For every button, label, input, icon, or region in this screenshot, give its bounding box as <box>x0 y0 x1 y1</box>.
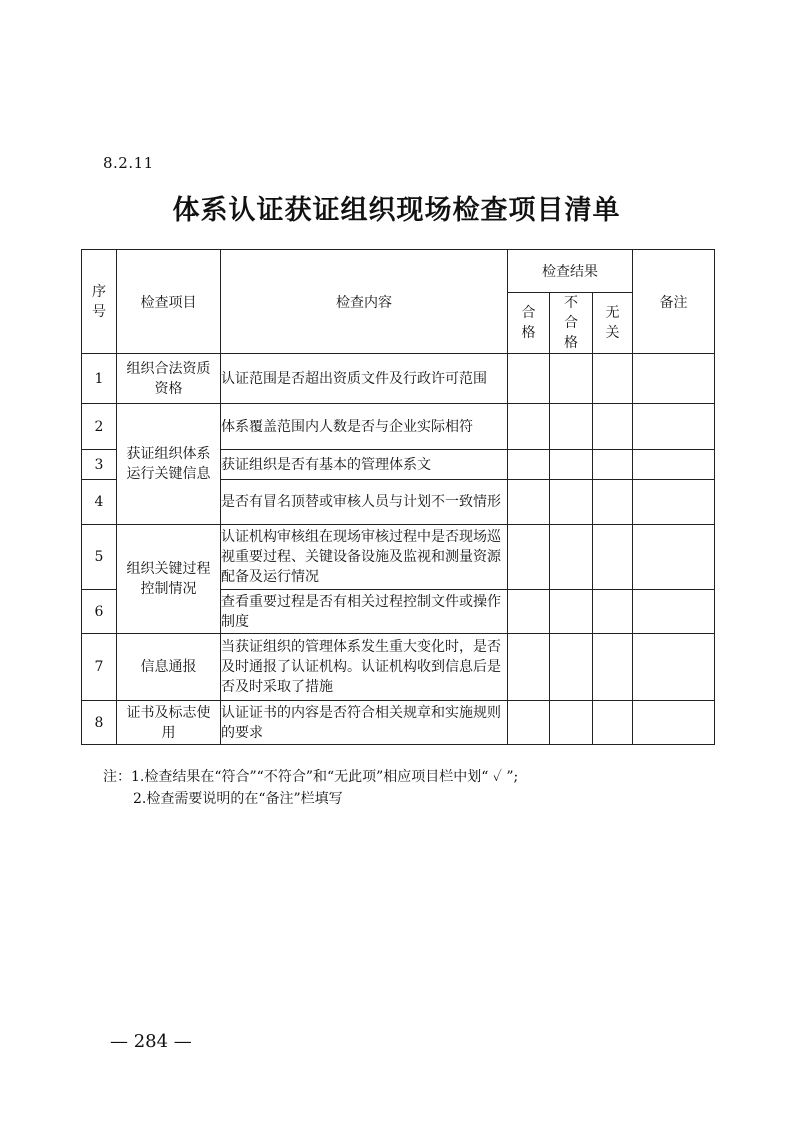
result-fail-cell[interactable] <box>550 701 593 745</box>
row-seq: 6 <box>82 590 117 634</box>
check-content: 体系覆盖范围内人数是否与企业实际相符 <box>221 404 508 450</box>
row-seq: 7 <box>82 634 117 701</box>
row-seq: 5 <box>82 525 117 590</box>
result-pass-cell[interactable] <box>508 590 550 634</box>
result-pass-cell[interactable] <box>508 450 550 480</box>
remark-cell[interactable] <box>633 404 715 450</box>
table-row <box>82 701 715 745</box>
section-number: 8.2.11 <box>103 154 154 172</box>
remark-cell[interactable] <box>633 634 715 701</box>
result-na-cell[interactable] <box>593 354 633 404</box>
result-fail-cell[interactable] <box>550 480 593 525</box>
check-content: 当获证组织的管理体系发生重大变化时，是否及时通报了认证机构。认证机构收到信息后是否及时采取了措施 <box>221 634 508 701</box>
result-na-cell[interactable] <box>593 450 633 480</box>
result-na-cell[interactable] <box>593 404 633 450</box>
row-seq: 1 <box>82 354 117 404</box>
table-row <box>82 404 715 450</box>
header-result: 检查结果 <box>508 250 633 293</box>
remark-cell[interactable] <box>633 590 715 634</box>
table-row <box>82 354 715 404</box>
check-content: 认证证书的内容是否符合相关规章和实施规则的要求 <box>221 701 508 745</box>
result-fail-cell[interactable] <box>550 404 593 450</box>
result-fail-cell[interactable] <box>550 634 593 701</box>
header-item: 检查项目 <box>117 250 221 354</box>
result-pass-cell[interactable] <box>508 634 550 701</box>
result-na-cell[interactable] <box>593 634 633 701</box>
result-pass-cell[interactable] <box>508 525 550 590</box>
row-seq: 4 <box>82 480 117 525</box>
checklist-table <box>81 249 715 745</box>
header-result-na: 无关 <box>593 293 633 354</box>
remark-cell[interactable] <box>633 480 715 525</box>
header-seq: 序号 <box>82 250 117 354</box>
remark-cell[interactable] <box>633 525 715 590</box>
remark-cell[interactable] <box>633 354 715 404</box>
result-fail-cell[interactable] <box>550 590 593 634</box>
result-fail-cell[interactable] <box>550 450 593 480</box>
check-content: 是否有冒名顶替或审核人员与计划不一致情形 <box>221 480 508 525</box>
row-seq: 2 <box>82 404 117 450</box>
result-na-cell[interactable] <box>593 590 633 634</box>
check-item: 获证组织体系运行关键信息 <box>117 404 221 525</box>
result-pass-cell[interactable] <box>508 480 550 525</box>
check-item: 信息通报 <box>117 634 221 701</box>
remark-cell[interactable] <box>633 450 715 480</box>
header-result-fail: 不合格 <box>550 293 593 354</box>
footnotes <box>103 766 518 810</box>
footnote-2: 2.检查需要说明的在“备注”栏填写 <box>133 791 343 807</box>
header-remark: 备注 <box>633 250 715 354</box>
result-fail-cell[interactable] <box>550 354 593 404</box>
remark-cell[interactable] <box>633 701 715 745</box>
table-row <box>82 634 715 701</box>
check-content: 查看重要过程是否有相关过程控制文件或操作制度 <box>221 590 508 634</box>
result-na-cell[interactable] <box>593 701 633 745</box>
page-number: — 284 — <box>110 1031 192 1052</box>
header-content: 检查内容 <box>221 250 508 354</box>
table-row <box>82 525 715 590</box>
result-na-cell[interactable] <box>593 525 633 590</box>
header-result-pass: 合格 <box>508 293 550 354</box>
result-pass-cell[interactable] <box>508 354 550 404</box>
result-fail-cell[interactable] <box>550 525 593 590</box>
footnote-1: 注：1.检查结果在“符合”“不符合”和“无此项”相应项目栏中划“ ✓ ”; <box>103 769 519 785</box>
page-title: 体系认证获证组织现场检查项目清单 <box>172 195 621 226</box>
check-item: 组织合法资质资格 <box>117 354 221 404</box>
check-content: 获证组织是否有基本的管理体系文 <box>221 450 508 480</box>
check-content: 认证机构审核组在现场审核过程中是否现场巡视重要过程、关键设备设施及监视和测量资源配备及运行情况 <box>221 525 508 590</box>
row-seq: 8 <box>82 701 117 745</box>
row-seq: 3 <box>82 450 117 480</box>
result-pass-cell[interactable] <box>508 404 550 450</box>
check-item: 组织关键过程控制情况 <box>117 525 221 634</box>
check-content: 认证范围是否超出资质文件及行政许可范围 <box>221 354 508 404</box>
result-pass-cell[interactable] <box>508 701 550 745</box>
result-na-cell[interactable] <box>593 480 633 525</box>
check-item: 证书及标志使用 <box>117 701 221 745</box>
